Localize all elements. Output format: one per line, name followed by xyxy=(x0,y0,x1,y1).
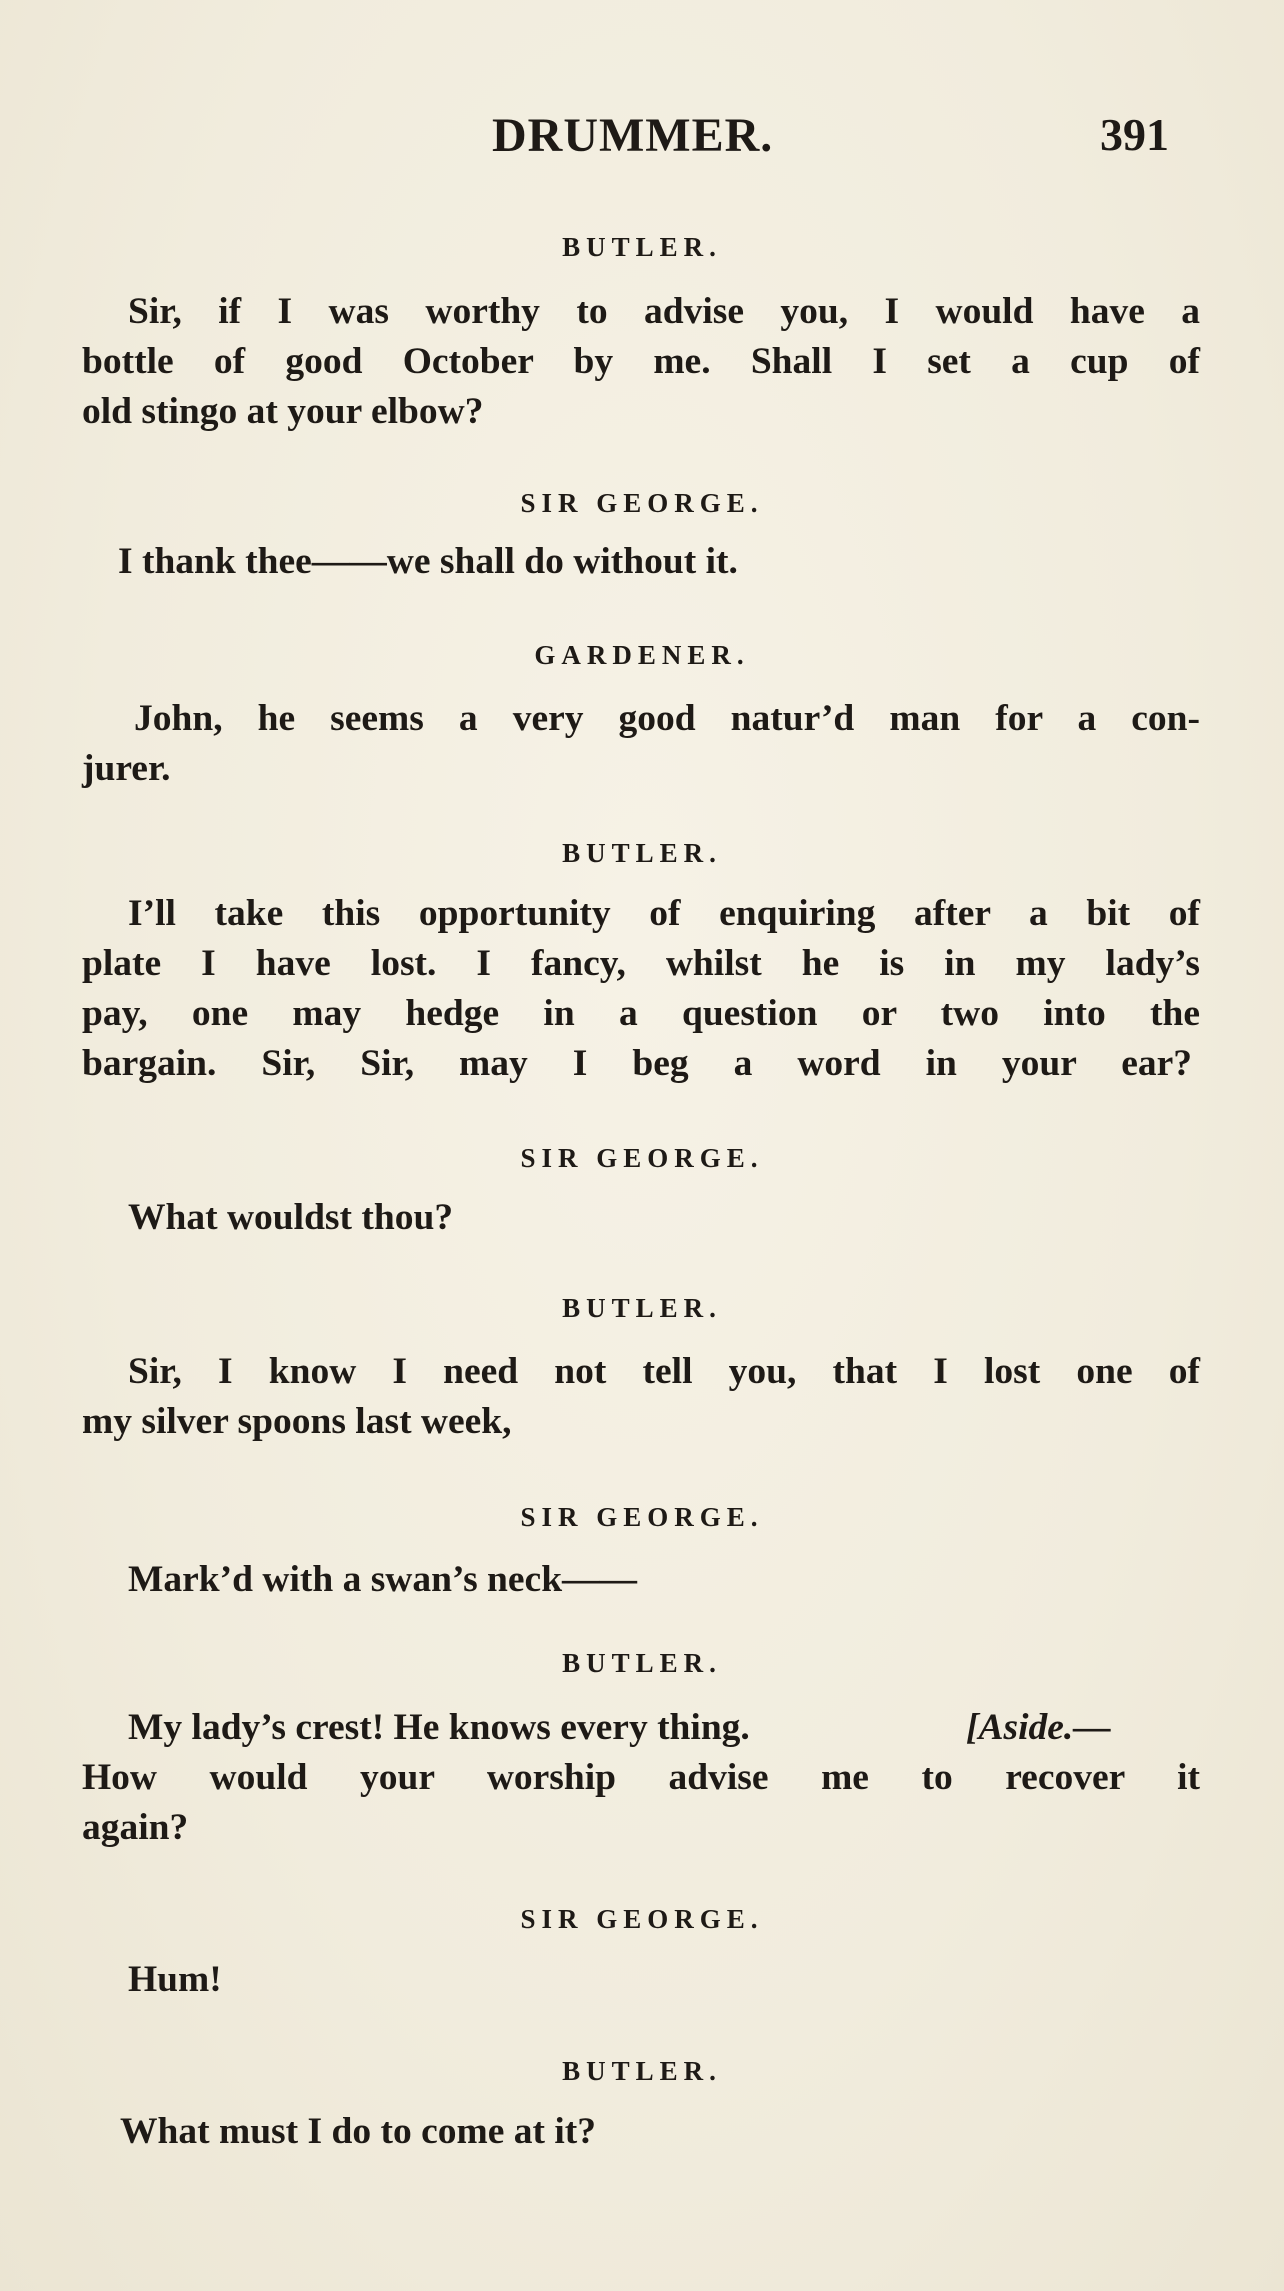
dialogue-line: jurer. xyxy=(82,748,171,789)
speaker-name: BUTLER. xyxy=(562,232,722,262)
dialogue-line: Sir, if I was worthy to advise you, I would have a xyxy=(128,291,1200,332)
dialogue-line: bargain. Sir, Sir, may I beg a word in your ear? xyxy=(82,1043,1192,1084)
speaker-name: GARDENER. xyxy=(534,640,750,670)
dialogue-line: my silver spoons last week, xyxy=(82,1401,512,1442)
dialogue-line: pay, one may hedge in a question or two into the xyxy=(82,993,1200,1034)
dialogue-line: I thank thee——we shall do without it. xyxy=(118,541,738,582)
dialogue-line: again? xyxy=(82,1807,189,1848)
speaker-name: SIR GEORGE. xyxy=(520,1502,764,1532)
running-title: DRUMMER. xyxy=(492,109,774,162)
dialogue-line: How would your worship advise me to recover it xyxy=(82,1757,1200,1798)
dialogue-line: plate I have lost. I fancy, whilst he is in my lady’s xyxy=(82,943,1200,984)
speaker-name: SIR GEORGE. xyxy=(520,488,764,518)
dialogue-line: old stingo at your elbow? xyxy=(82,391,484,432)
speaker-name: BUTLER. xyxy=(562,1293,722,1323)
dialogue-line: I’ll take this opportunity of enquiring after a bit of xyxy=(128,893,1200,934)
speaker-name: BUTLER. xyxy=(562,1648,722,1678)
speaker-name: SIR GEORGE. xyxy=(520,1904,764,1934)
speaker-name: BUTLER. xyxy=(562,2056,722,2086)
dialogue-line: Sir, I know I need not tell you, that I lost one of xyxy=(128,1351,1200,1392)
dialogue-line: What must I do to come at it? xyxy=(120,2111,597,2152)
speaker-name: SIR GEORGE. xyxy=(520,1143,764,1173)
dialogue-line: bottle of good October by me. Shall I set a cup of xyxy=(82,341,1200,382)
speaker-name: BUTLER. xyxy=(562,838,722,868)
dialogue-line: Mark’d with a swan’s neck—— xyxy=(128,1559,638,1600)
stage-direction: [Aside.— xyxy=(966,1707,1111,1748)
page-number: 391 xyxy=(1100,109,1169,160)
dialogue-line: John, he seems a very good natur’d man for a con- xyxy=(134,698,1200,739)
dialogue-line: My lady’s crest! He knows every thing. xyxy=(128,1707,750,1748)
running-head xyxy=(0,108,1284,168)
dialogue-line: What wouldst thou? xyxy=(128,1197,454,1238)
dialogue-line: Hum! xyxy=(128,1959,222,2000)
